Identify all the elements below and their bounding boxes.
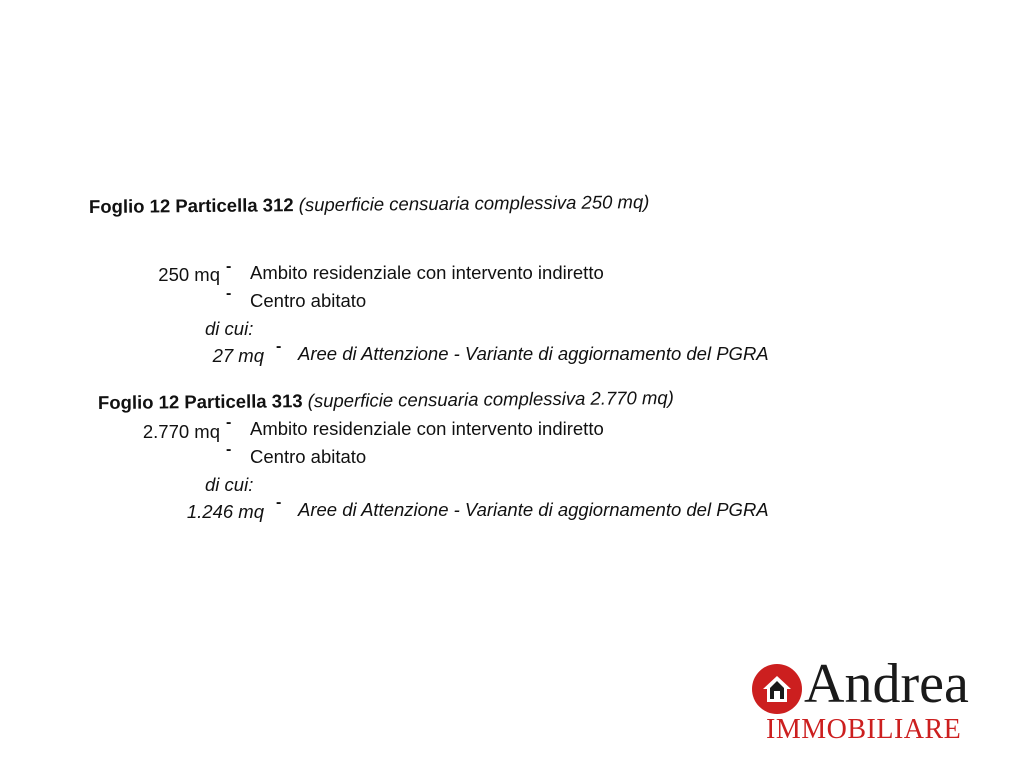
section1-area: 250 mq [158, 264, 220, 285]
section1-heading-italic: (superficie censuaria complessiva 250 mq) [298, 191, 650, 216]
section1-sub-area: 27 mq [212, 345, 264, 366]
section2-dash3: - [276, 494, 282, 511]
logo-subtitle: IMMOBILIARE [766, 714, 962, 745]
section1-di-cui: di cui: [205, 318, 254, 339]
section2-item2: Centro abitato [250, 446, 367, 467]
section2-item1: Ambito residenziale con intervento indiretto [250, 418, 604, 439]
section1-heading-bold: Foglio 12 Particella 312 [88, 194, 294, 217]
section1-item2: Centro abitato [250, 290, 367, 311]
section1-dash3: - [276, 338, 282, 355]
section2-di-cui: di cui: [205, 474, 254, 495]
section1-heading [89, 191, 650, 218]
section2-heading-italic: (superficie censuaria complessiva 2.770 mq) [307, 386, 674, 412]
section2-dash1: - [226, 414, 232, 431]
section1-dash2: - [226, 285, 232, 302]
section2-heading-bold: Foglio 12 Particella 313 [97, 390, 303, 413]
section2-area: 2.770 mq [142, 421, 220, 442]
section2-heading [98, 387, 674, 414]
andrea-immobiliare-logo [752, 653, 1002, 750]
section2-dash2: - [226, 441, 232, 458]
section1-dash1: - [226, 258, 232, 275]
section1-sub-item: Aree di Attenzione - Variante di aggiornamento del PGRA [298, 343, 769, 364]
section2-sub-area: 1.246 mq [186, 501, 264, 522]
section1-item1: Ambito residenziale con intervento indiretto [250, 262, 604, 283]
section2-sub-item: Aree di Attenzione - Variante di aggiornamento del PGRA [298, 499, 769, 520]
logo-name: Andrea [804, 653, 969, 715]
house-icon [752, 664, 802, 714]
